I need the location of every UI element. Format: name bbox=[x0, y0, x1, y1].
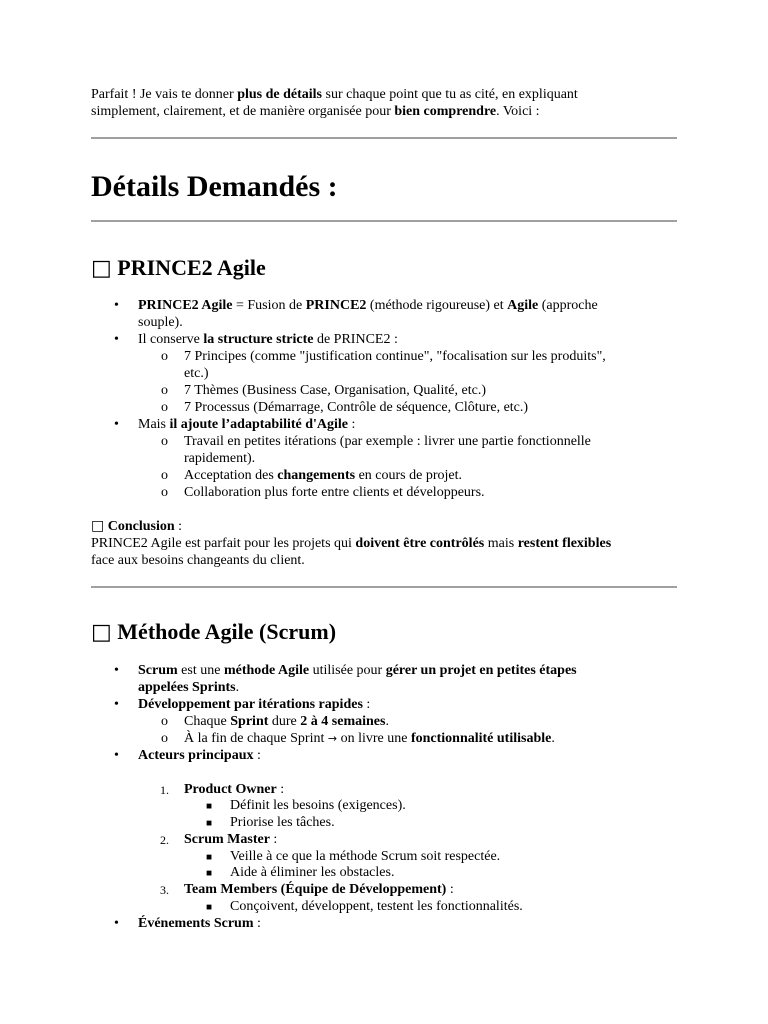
sub-bullet: o bbox=[161, 383, 168, 398]
list-item-continuation: souple). bbox=[138, 315, 183, 330]
sub-list-item: 7 Thèmes (Business Case, Organisation, Qualité, etc.) bbox=[184, 383, 486, 398]
sub-bullet: o bbox=[161, 485, 168, 500]
nested-list-item: Conçoivent, développent, testent les fonctionnalités. bbox=[230, 899, 523, 914]
ordered-list-number: 3. bbox=[160, 883, 169, 897]
sub-bullet: o bbox=[161, 731, 168, 746]
square-bullet: ■ bbox=[206, 868, 213, 879]
sub-list-item-continuation: rapidement). bbox=[184, 451, 256, 466]
list-item: Développement par itérations rapides : bbox=[138, 697, 371, 712]
conclusion-text-line-2: face aux besoins changeants du client. bbox=[91, 553, 305, 568]
square-bullet: ■ bbox=[206, 852, 213, 863]
sub-bullet: o bbox=[161, 468, 168, 483]
ordered-list-number: 1. bbox=[160, 783, 169, 797]
ordered-list-number: 2. bbox=[160, 833, 169, 847]
bullet-dot: • bbox=[114, 916, 119, 931]
square-bullet: ■ bbox=[206, 801, 213, 812]
list-item: Scrum est une méthode Agile utilisée pour gérer un projet en petites étapes bbox=[138, 663, 577, 678]
section-heading-scrum: □ Méthode Agile (Scrum) bbox=[91, 619, 337, 645]
sub-list-item: Collaboration plus forte entre clients et développeurs. bbox=[184, 485, 485, 500]
ordered-list-item: Team Members (Équipe de Développement) : bbox=[184, 882, 454, 897]
conclusion-text-line-1: PRINCE2 Agile est parfait pour les projets qui doivent être contrôlés mais restent flexibles bbox=[91, 536, 612, 551]
list-item: Il conserve la structure stricte de PRINCE2 : bbox=[138, 332, 398, 347]
square-bullet: ■ bbox=[206, 902, 213, 913]
bullet-dot: • bbox=[114, 663, 119, 678]
bullet-dot: • bbox=[114, 748, 119, 763]
sub-list-item: 7 Processus (Démarrage, Contrôle de séquence, Clôture, etc.) bbox=[184, 400, 529, 415]
list-item: Mais il ajoute l’adaptabilité d'Agile : bbox=[138, 417, 356, 432]
nested-list-item: Définit les besoins (exigences). bbox=[230, 798, 406, 813]
nested-list-item: Aide à éliminer les obstacles. bbox=[230, 865, 395, 880]
horizontal-rule bbox=[91, 586, 677, 588]
page-title: Détails Demandés : bbox=[91, 170, 338, 203]
sub-list-item: Acceptation des changements en cours de projet. bbox=[184, 468, 462, 483]
sub-bullet: o bbox=[161, 349, 168, 364]
list-item: Acteurs principaux : bbox=[138, 748, 261, 763]
section-heading-prince2: □ PRINCE2 Agile bbox=[91, 255, 266, 281]
list-item-continuation: appelées Sprints. bbox=[138, 680, 240, 695]
sub-bullet: o bbox=[161, 400, 168, 415]
sub-bullet: o bbox=[161, 434, 168, 449]
ordered-list-item: Scrum Master : bbox=[184, 832, 278, 847]
arrow-right-icon: → bbox=[327, 732, 338, 745]
intro-line-2: simplement, clairement, et de manière organisée pour bien comprendre. Voici : bbox=[91, 104, 540, 119]
nested-list-item: Priorise les tâches. bbox=[230, 815, 335, 830]
sub-list-item: À la fin de chaque Sprint → on livre une fonctionnalité utilisable. bbox=[184, 731, 555, 746]
missing-glyph-icon: □ bbox=[91, 620, 112, 645]
list-item: PRINCE2 Agile = Fusion de PRINCE2 (méthode rigoureuse) et Agile (approche bbox=[138, 298, 598, 313]
missing-glyph-icon: □ bbox=[91, 256, 112, 281]
bullet-dot: • bbox=[114, 697, 119, 712]
sub-list-item-continuation: etc.) bbox=[184, 366, 209, 381]
bullet-dot: • bbox=[114, 332, 119, 347]
sub-bullet: o bbox=[161, 714, 168, 729]
square-bullet: ■ bbox=[206, 818, 213, 829]
intro-line-1: Parfait ! Je vais te donner plus de détails sur chaque point que tu as cité, en expliquant bbox=[91, 87, 578, 102]
sub-list-item: 7 Principes (comme "justification continue", "focalisation sur les produits", bbox=[184, 349, 606, 364]
bullet-dot: • bbox=[114, 417, 119, 432]
horizontal-rule bbox=[91, 137, 677, 139]
list-item: Événements Scrum : bbox=[138, 916, 261, 931]
nested-list-item: Veille à ce que la méthode Scrum soit respectée. bbox=[230, 849, 501, 864]
missing-glyph-icon: □ bbox=[91, 518, 105, 534]
sub-list-item: Chaque Sprint dure 2 à 4 semaines. bbox=[184, 714, 389, 729]
conclusion-label: □ Conclusion : bbox=[91, 518, 183, 534]
ordered-list-item: Product Owner : bbox=[184, 782, 285, 797]
bullet-dot: • bbox=[114, 298, 119, 313]
horizontal-rule bbox=[91, 220, 677, 222]
sub-list-item: Travail en petites itérations (par exemple : livrer une partie fonctionnelle bbox=[184, 434, 591, 449]
